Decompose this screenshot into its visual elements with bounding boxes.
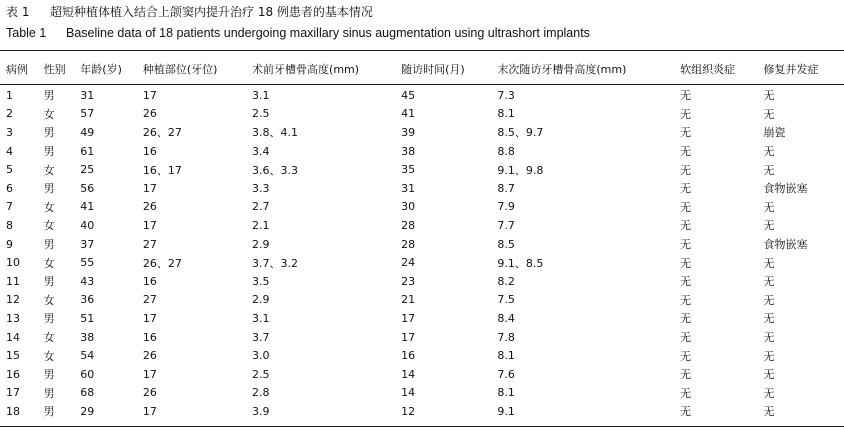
cell-restoration-complication: 无 <box>763 293 775 307</box>
cell-implant-site: 27 <box>142 237 157 251</box>
cell-soft-tissue-inflammation: 无 <box>680 126 692 140</box>
cell-case-number: 12 <box>6 293 20 307</box>
cell-final-bone-height: 7.8 <box>497 330 515 344</box>
cell-preop-bone-height: 3.3 <box>252 181 270 195</box>
table-bottom-rule <box>0 426 844 427</box>
cell-implant-site: 26 <box>142 349 157 363</box>
cell-soft-tissue-inflammation: 无 <box>680 89 692 103</box>
cell-sex: 男 <box>43 312 55 326</box>
cell-soft-tissue-inflammation: 无 <box>680 312 692 326</box>
cell-soft-tissue-inflammation: 无 <box>680 219 692 233</box>
header-soft-tissue-inflammation: 软组织炎症 <box>680 63 736 76</box>
cell-case-number: 17 <box>6 386 20 400</box>
cell-preop-bone-height: 3.4 <box>252 144 270 158</box>
header-row <box>0 55 844 84</box>
cell-preop-bone-height: 3.6、3.3 <box>252 163 299 177</box>
header-final-bone-height: 末次随访牙槽骨高度(mm) <box>497 63 627 76</box>
cell-age: 43 <box>80 274 95 288</box>
table-title-en: Baseline data of 18 patients undergoing maxillary sinus augmentation using ultrashort implants <box>66 26 590 40</box>
cell-followup-months: 41 <box>401 107 416 121</box>
cell-soft-tissue-inflammation: 无 <box>680 331 692 345</box>
table-title-zh: 超短种植体植入结合上颌窦内提升治疗 18 例患者的基本情况 <box>50 5 373 19</box>
cell-age: 38 <box>80 330 95 344</box>
cell-age: 55 <box>80 256 95 270</box>
table-row <box>0 216 844 235</box>
cell-preop-bone-height: 3.8、4.1 <box>252 126 299 140</box>
cell-followup-months: 28 <box>401 218 416 232</box>
cell-preop-bone-height: 2.7 <box>252 200 270 214</box>
cell-implant-site: 17 <box>142 218 157 232</box>
cell-implant-site: 16、17 <box>142 163 182 177</box>
cell-final-bone-height: 9.1 <box>497 404 515 418</box>
cell-sex: 男 <box>43 405 55 419</box>
cell-sex: 男 <box>43 89 55 103</box>
cell-sex: 男 <box>43 238 55 252</box>
cell-followup-months: 45 <box>401 88 416 102</box>
cell-final-bone-height: 8.5 <box>497 237 515 251</box>
cell-implant-site: 26 <box>142 386 157 400</box>
cell-case-number: 14 <box>6 330 20 344</box>
cell-preop-bone-height: 3.1 <box>252 311 270 325</box>
cell-sex: 女 <box>43 200 55 214</box>
cell-followup-months: 23 <box>401 274 416 288</box>
cell-sex: 女 <box>43 107 55 121</box>
cell-sex: 女 <box>43 219 55 233</box>
cell-final-bone-height: 7.3 <box>497 88 515 102</box>
cell-implant-site: 16 <box>142 144 157 158</box>
cell-restoration-complication: 无 <box>763 349 775 363</box>
table-row <box>0 142 844 161</box>
table-row <box>0 253 844 272</box>
cell-final-bone-height: 8.2 <box>497 274 515 288</box>
table-caption-zh <box>6 5 373 19</box>
table-row <box>0 198 844 217</box>
cell-final-bone-height: 7.5 <box>497 293 515 307</box>
cell-case-number: 4 <box>6 144 13 158</box>
table-label-zh: 表 1 <box>6 5 30 19</box>
cell-sex: 男 <box>43 182 55 196</box>
cell-case-number: 6 <box>6 181 13 195</box>
cell-restoration-complication: 无 <box>763 386 775 400</box>
cell-case-number: 15 <box>6 349 20 363</box>
cell-restoration-complication: 无 <box>763 405 775 419</box>
cell-preop-bone-height: 3.0 <box>252 349 270 363</box>
cell-final-bone-height: 8.5、9.7 <box>497 126 544 140</box>
cell-sex: 女 <box>43 349 55 363</box>
table-row <box>0 160 844 179</box>
cell-implant-site: 26、27 <box>142 126 182 140</box>
cell-followup-months: 35 <box>401 163 416 177</box>
table-row <box>0 328 844 347</box>
cell-preop-bone-height: 2.1 <box>252 218 270 232</box>
cell-sex: 男 <box>43 368 55 382</box>
header-age: 年龄(岁) <box>80 63 122 76</box>
table-row <box>0 291 844 310</box>
cell-restoration-complication: 无 <box>763 368 775 382</box>
cell-case-number: 1 <box>6 88 13 102</box>
cell-final-bone-height: 7.7 <box>497 218 515 232</box>
cell-soft-tissue-inflammation: 无 <box>680 349 692 363</box>
cell-implant-site: 26 <box>142 200 157 214</box>
cell-soft-tissue-inflammation: 无 <box>680 182 692 196</box>
cell-case-number: 9 <box>6 237 13 251</box>
table-row <box>0 272 844 291</box>
cell-soft-tissue-inflammation: 无 <box>680 386 692 400</box>
cell-preop-bone-height: 2.9 <box>252 237 270 251</box>
cell-followup-months: 31 <box>401 181 416 195</box>
table-caption-en <box>6 26 590 40</box>
table-header <box>0 55 844 84</box>
cell-age: 25 <box>80 163 95 177</box>
cell-sex: 女 <box>43 256 55 270</box>
table-row <box>0 402 844 421</box>
cell-sex: 男 <box>43 145 55 159</box>
cell-restoration-complication: 无 <box>763 145 775 159</box>
cell-case-number: 13 <box>6 311 20 325</box>
cell-restoration-complication: 食物嵌塞 <box>763 182 808 196</box>
cell-restoration-complication: 无 <box>763 312 775 326</box>
cell-final-bone-height: 9.1、9.8 <box>497 163 544 177</box>
cell-age: 56 <box>80 181 95 195</box>
cell-age: 54 <box>80 349 95 363</box>
cell-preop-bone-height: 3.7 <box>252 330 270 344</box>
cell-implant-site: 26、27 <box>142 256 182 270</box>
cell-restoration-complication: 无 <box>763 256 775 270</box>
table-row <box>0 84 844 105</box>
cell-soft-tissue-inflammation: 无 <box>680 275 692 289</box>
cell-soft-tissue-inflammation: 无 <box>680 238 692 252</box>
cell-age: 41 <box>80 200 95 214</box>
cell-followup-months: 24 <box>401 256 416 270</box>
cell-preop-bone-height: 3.1 <box>252 88 270 102</box>
cell-sex: 女 <box>43 293 55 307</box>
cell-soft-tissue-inflammation: 无 <box>680 200 692 214</box>
cell-restoration-complication: 无 <box>763 219 775 233</box>
cell-case-number: 3 <box>6 125 13 139</box>
cell-soft-tissue-inflammation: 无 <box>680 368 692 382</box>
cell-soft-tissue-inflammation: 无 <box>680 145 692 159</box>
cell-case-number: 7 <box>6 200 13 214</box>
table-label-en: Table 1 <box>6 26 47 40</box>
cell-soft-tissue-inflammation: 无 <box>680 256 692 270</box>
table-body <box>0 84 844 421</box>
cell-age: 37 <box>80 237 95 251</box>
cell-final-bone-height: 8.7 <box>497 181 515 195</box>
cell-case-number: 2 <box>6 107 13 121</box>
cell-age: 36 <box>80 293 95 307</box>
cell-implant-site: 17 <box>142 404 157 418</box>
cell-age: 57 <box>80 107 95 121</box>
cell-age: 49 <box>80 125 95 139</box>
cell-soft-tissue-inflammation: 无 <box>680 163 692 177</box>
cell-implant-site: 27 <box>142 293 157 307</box>
cell-case-number: 18 <box>6 404 20 418</box>
table-row <box>0 179 844 198</box>
cell-final-bone-height: 8.4 <box>497 311 515 325</box>
cell-final-bone-height: 7.6 <box>497 367 515 381</box>
cell-age: 31 <box>80 88 95 102</box>
table-row <box>0 105 844 124</box>
cell-preop-bone-height: 3.7、3.2 <box>252 256 299 270</box>
cell-sex: 男 <box>43 386 55 400</box>
cell-case-number: 11 <box>6 274 20 288</box>
cell-followup-months: 30 <box>401 200 416 214</box>
cell-implant-site: 17 <box>142 181 157 195</box>
cell-case-number: 16 <box>6 367 20 381</box>
cell-case-number: 8 <box>6 218 13 232</box>
cell-followup-months: 38 <box>401 144 416 158</box>
cell-final-bone-height: 9.1、8.5 <box>497 256 544 270</box>
cell-soft-tissue-inflammation: 无 <box>680 405 692 419</box>
cell-final-bone-height: 8.1 <box>497 349 515 363</box>
table-row <box>0 235 844 254</box>
cell-case-number: 10 <box>6 256 20 270</box>
table-row <box>0 309 844 328</box>
cell-age: 60 <box>80 367 95 381</box>
cell-implant-site: 26 <box>142 107 157 121</box>
cell-preop-bone-height: 2.9 <box>252 293 270 307</box>
cell-followup-months: 17 <box>401 311 416 325</box>
cell-final-bone-height: 8.1 <box>497 386 515 400</box>
cell-restoration-complication: 无 <box>763 331 775 345</box>
cell-restoration-complication: 无 <box>763 107 775 121</box>
cell-followup-months: 17 <box>401 330 416 344</box>
header-preop-bone-height: 术前牙槽骨高度(mm) <box>252 63 360 76</box>
cell-implant-site: 16 <box>142 330 157 344</box>
cell-restoration-complication: 崩瓷 <box>763 126 786 140</box>
cell-followup-months: 28 <box>401 237 416 251</box>
cell-sex: 男 <box>43 275 55 289</box>
header-implant-site: 种植部位(牙位) <box>142 63 218 76</box>
cell-implant-site: 17 <box>142 311 157 325</box>
table-row <box>0 365 844 384</box>
cell-followup-months: 14 <box>401 386 416 400</box>
cell-age: 61 <box>80 144 95 158</box>
cell-sex: 女 <box>43 331 55 345</box>
cell-followup-months: 21 <box>401 293 416 307</box>
table-top-rule <box>0 50 844 51</box>
cell-preop-bone-height: 2.5 <box>252 367 270 381</box>
cell-preop-bone-height: 3.5 <box>252 274 270 288</box>
cell-age: 68 <box>80 386 95 400</box>
cell-implant-site: 17 <box>142 88 157 102</box>
cell-case-number: 5 <box>6 163 13 177</box>
cell-restoration-complication: 无 <box>763 275 775 289</box>
cell-preop-bone-height: 2.5 <box>252 107 270 121</box>
cell-final-bone-height: 8.1 <box>497 107 515 121</box>
header-sex: 性别 <box>43 63 66 76</box>
cell-age: 29 <box>80 404 95 418</box>
cell-restoration-complication: 食物嵌塞 <box>763 238 808 252</box>
cell-followup-months: 16 <box>401 349 416 363</box>
table-row <box>0 384 844 403</box>
header-case-number: 病例 <box>6 63 28 76</box>
cell-restoration-complication: 无 <box>763 163 775 177</box>
cell-age: 51 <box>80 311 95 325</box>
cell-preop-bone-height: 2.8 <box>252 386 270 400</box>
cell-restoration-complication: 无 <box>763 89 775 103</box>
cell-final-bone-height: 8.8 <box>497 144 515 158</box>
cell-soft-tissue-inflammation: 无 <box>680 107 692 121</box>
cell-followup-months: 39 <box>401 125 416 139</box>
header-followup-months: 随访时间(月) <box>401 63 465 76</box>
table-row <box>0 123 844 142</box>
cell-followup-months: 14 <box>401 367 416 381</box>
cell-sex: 男 <box>43 126 55 140</box>
cell-soft-tissue-inflammation: 无 <box>680 293 692 307</box>
baseline-data-table <box>0 55 844 421</box>
cell-preop-bone-height: 3.9 <box>252 404 270 418</box>
cell-final-bone-height: 7.9 <box>497 200 515 214</box>
cell-age: 40 <box>80 218 95 232</box>
cell-followup-months: 12 <box>401 404 416 418</box>
cell-sex: 女 <box>43 163 55 177</box>
cell-implant-site: 16 <box>142 274 157 288</box>
header-restoration-complication: 修复并发症 <box>763 63 819 76</box>
table-row <box>0 346 844 365</box>
cell-implant-site: 17 <box>142 367 157 381</box>
cell-restoration-complication: 无 <box>763 200 775 214</box>
